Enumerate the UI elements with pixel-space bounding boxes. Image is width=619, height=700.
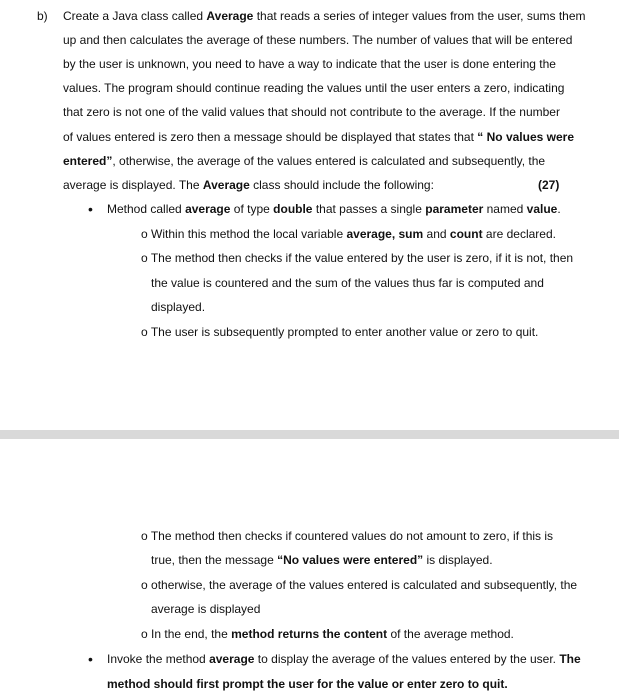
text: otherwise, the average of the values entered is calculated and subsequently, the	[151, 578, 578, 592]
bullet-2-line-2: method should first prompt the user for the value or enter zero to quit.	[107, 677, 508, 691]
text: to display the average of the values entered by the user.	[257, 652, 556, 666]
bullet-2	[107, 651, 581, 667]
class-name: Average	[206, 9, 254, 23]
keyword: The	[559, 652, 581, 666]
para-line-1	[63, 8, 586, 24]
message-text: “ No values were	[477, 130, 574, 144]
para-line-2: up and then calculates the average of these numbers. The number of values that will be entered	[63, 33, 573, 47]
bullet-icon: •	[88, 651, 93, 667]
keyword: average, sum	[346, 227, 424, 241]
para-line-5: that zero is not one of the valid values that should not contribute to the average. If the number	[63, 105, 560, 119]
text: class should include the following:	[253, 178, 434, 192]
sub-bullet-icon: o	[141, 627, 148, 641]
sub-item-5	[141, 577, 577, 593]
text: Invoke the method	[107, 652, 206, 666]
sub-bullet-icon: o	[141, 325, 148, 339]
text: named	[486, 202, 524, 216]
para-line-8	[63, 177, 434, 193]
text: of the average method.	[390, 627, 514, 641]
sub-item-2-line-3: displayed.	[151, 300, 206, 314]
text: that reads a series of integer values from the user, sums them	[256, 9, 586, 23]
bullet-icon: •	[88, 201, 93, 217]
text: .	[557, 202, 561, 216]
keyword: value	[526, 202, 558, 216]
para-line-6	[63, 129, 574, 145]
sub-item-5-line-2: average is displayed	[151, 602, 261, 616]
text: true, then the message	[151, 553, 274, 567]
marks: (27)	[538, 178, 560, 192]
sub-item-4	[141, 528, 553, 544]
text: that passes a single	[315, 202, 422, 216]
sub-item-2-line-2: the value is countered and the sum of the values thus far is computed and	[151, 276, 544, 290]
message-text: entered”	[63, 154, 113, 168]
para-line-7	[63, 153, 545, 169]
sub-bullet-icon: o	[141, 227, 148, 241]
sub-item-4-line-2	[151, 552, 493, 568]
text: of values entered is zero then a message should be displayed that states that	[63, 130, 474, 144]
sub-bullet-icon: o	[141, 251, 148, 265]
sub-item-3	[141, 324, 538, 340]
keyword: average	[185, 202, 231, 216]
keyword: double	[273, 202, 313, 216]
text: of type	[233, 202, 270, 216]
text: Method called	[107, 202, 182, 216]
text: is displayed.	[426, 553, 493, 567]
text: average is displayed. The	[63, 178, 200, 192]
question-label: b)	[37, 9, 48, 23]
para-line-4: values. The program should continue reading the values until the user enters a zero, indicating	[63, 81, 565, 95]
sub-item-1	[141, 226, 556, 242]
text: The user is subsequently prompted to enter another value or zero to quit.	[150, 325, 539, 339]
sub-bullet-icon: o	[141, 578, 148, 592]
text: , otherwise, the average of the values entered is calculated and subsequently, the	[112, 154, 546, 168]
keyword: count	[449, 227, 483, 241]
text: The method then checks if countered values do not amount to zero, if this is	[150, 529, 554, 543]
sub-item-2	[141, 250, 573, 266]
keyword: average	[209, 652, 255, 666]
text: Within this method the local variable	[151, 227, 344, 241]
keyword: parameter	[425, 202, 484, 216]
text: In the end, the	[151, 627, 228, 641]
page-divider	[0, 430, 619, 439]
text: and	[426, 227, 447, 241]
text: The method then checks if the value entered by the user is zero, if it is not, then	[150, 251, 574, 265]
class-name: Average	[202, 178, 250, 192]
bullet-1	[107, 201, 561, 217]
text: are declared.	[485, 227, 556, 241]
sub-item-6	[141, 626, 514, 642]
para-line-3: by the user is unknown, you need to have a way to indicate that the user is done entering the	[63, 57, 556, 71]
text: Create a Java class called	[63, 9, 204, 23]
message-text: “No values were entered”	[277, 553, 424, 567]
keyword: method returns the content	[231, 627, 388, 641]
sub-bullet-icon: o	[141, 529, 148, 543]
